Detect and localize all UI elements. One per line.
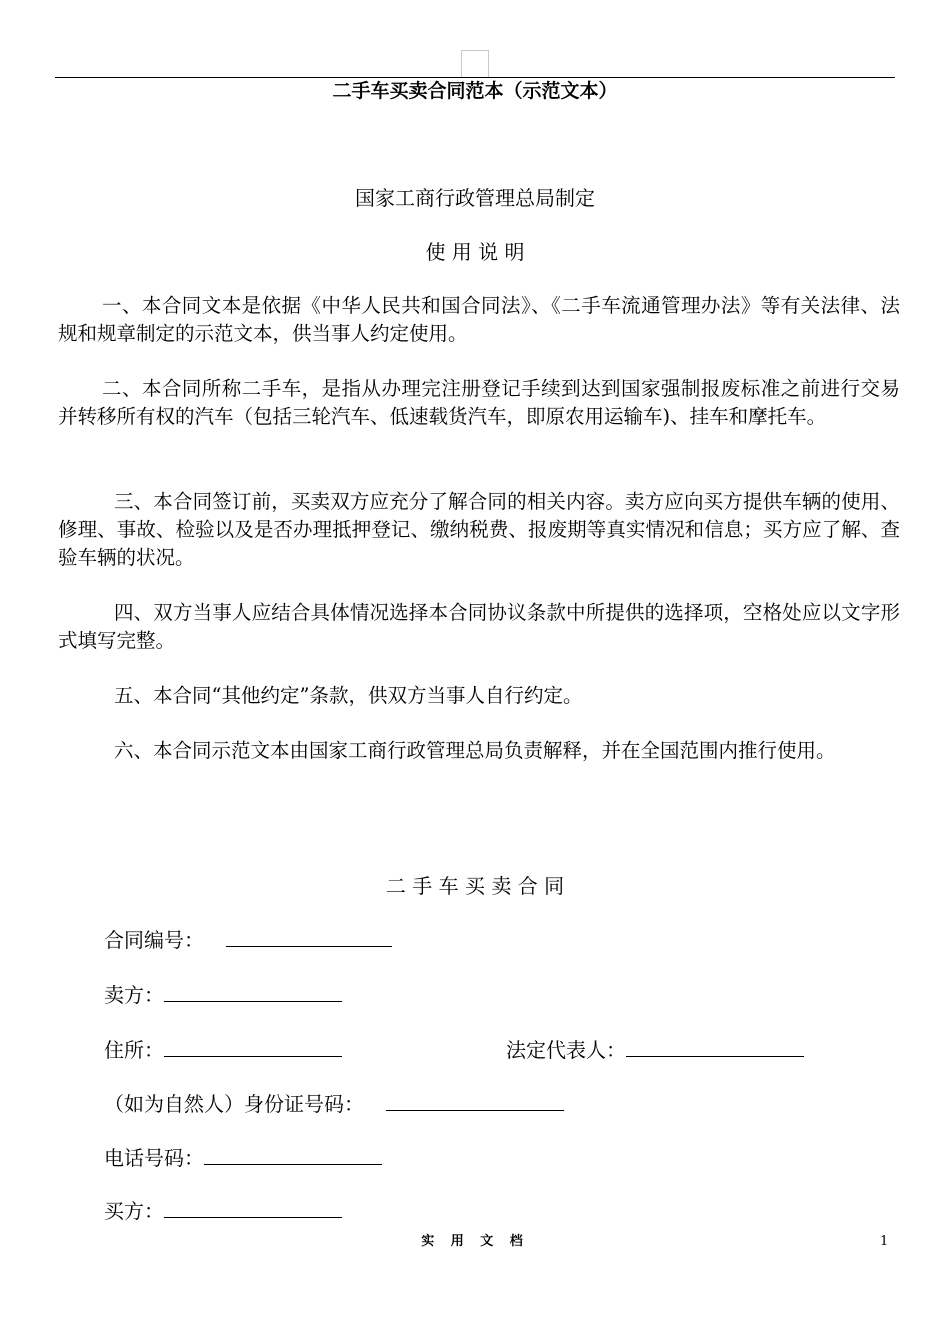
- contract-number-label: 合同编号：: [104, 928, 204, 952]
- instruction-paragraph-3: 三、本合同签订前，买卖双方应充分了解合同的相关内容。卖方应向买方提供车辆的使用、修理、事故、检验以及是否办理抵押登记、缴纳税费、报废期等真实情况和信息；买方应了解、查验车辆的状况。: [58, 490, 900, 569]
- contract-number-blank[interactable]: [226, 926, 392, 947]
- footer-label: 实 用 文 档: [421, 1234, 529, 1249]
- buyer-blank[interactable]: [164, 1197, 342, 1218]
- contract-heading: 二 手 车 买 卖 合 同: [385, 874, 565, 898]
- id-number-blank[interactable]: [386, 1090, 564, 1111]
- buyer-label: 买方：: [104, 1199, 164, 1223]
- buyer-field: [104, 1197, 342, 1225]
- page-number: 1: [880, 1234, 889, 1249]
- instructions-heading: 使 用 说 明: [425, 240, 525, 264]
- phone-field: [104, 1144, 382, 1172]
- seller-field: [104, 981, 342, 1009]
- seller-label: 卖方：: [104, 983, 164, 1007]
- phone-blank[interactable]: [204, 1144, 382, 1165]
- document-title: 二手车买卖合同范本（示范文本）: [332, 80, 618, 102]
- instruction-paragraph-6: 六、本合同示范文本由国家工商行政管理总局负责解释，并在全国范围内推行使用。: [114, 739, 836, 762]
- issuer-line: 国家工商行政管理总局制定: [355, 186, 595, 210]
- instruction-paragraph-5: 五、本合同“其他约定”条款，供双方当事人自行约定。: [114, 684, 583, 707]
- id-number-label: （如为自然人）身份证号码：: [104, 1092, 364, 1116]
- seller-blank[interactable]: [164, 981, 342, 1002]
- header-box: [461, 50, 489, 78]
- instruction-paragraph-1: 一、本合同文本是依据《中华人民共和国合同法》、《二手车流通管理办法》等有关法律、法规和规章制定的示范文本，供当事人约定使用。: [58, 294, 900, 345]
- id-number-field: [104, 1090, 564, 1118]
- legal-representative-field: [506, 1036, 804, 1064]
- legal-representative-label: 法定代表人：: [506, 1038, 626, 1062]
- instruction-paragraph-4: 四、双方当事人应结合具体情况选择本合同协议条款中所提供的选择项，空格处应以文字形式填写完整。: [58, 601, 900, 652]
- address-label: 住所：: [104, 1038, 164, 1062]
- instruction-paragraph-2: 二、本合同所称二手车，是指从办理完注册登记手续到达到国家强制报废标准之前进行交易并转移所有权的汽车（包括三轮汽车、低速载货汽车，即原农用运输车)、挂车和摩托车。: [58, 377, 900, 428]
- address-field: [104, 1036, 342, 1064]
- address-blank[interactable]: [164, 1036, 342, 1057]
- legal-representative-blank[interactable]: [626, 1036, 804, 1057]
- contract-number-field: [104, 926, 392, 954]
- phone-label: 电话号码：: [104, 1146, 204, 1170]
